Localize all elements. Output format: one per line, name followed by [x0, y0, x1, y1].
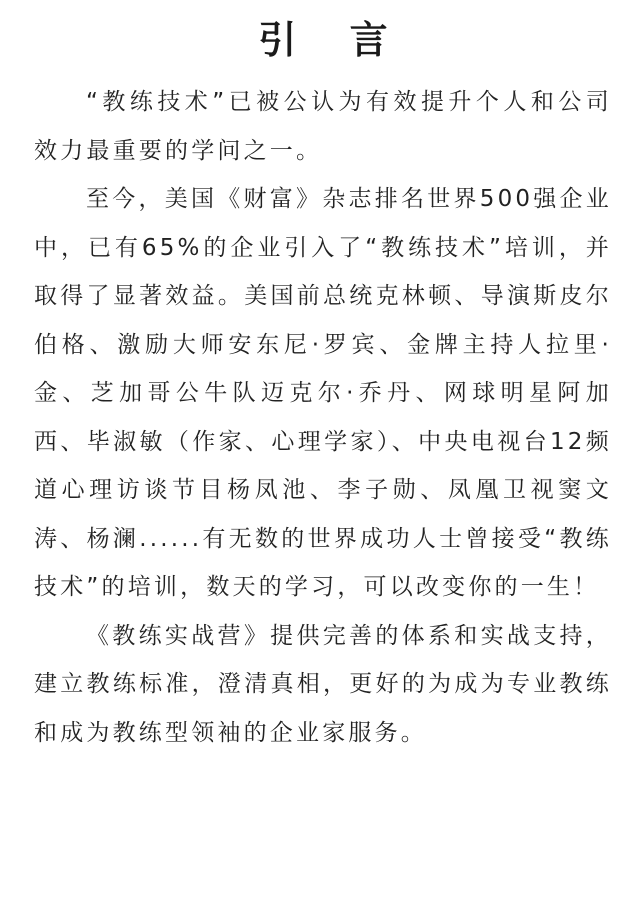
intro-paragraph-2: 至今，美国《财富》杂志排名世界500强企业中，已有65%的企业引入了“教练技术”培训，并取得了显著效益。美国前总统克林顿、导演斯皮尔伯格、激励大师安东尼·罗宾、金牌主持人拉里·金、芝加哥公牛队迈克尔·乔丹、网球明星阿加西、毕淑敏（作家、心理学家）、中央电视台12频道心理访谈节目杨凤池、李子勋、凤凰卫视窦文涛、杨澜......有无数的世界成功人士曾接受“教练技术”的培训，数天的学习，可以改变你的一生！ — [34, 186, 612, 600]
document-body — [34, 78, 612, 757]
intro-paragraph-1: “教练技术”已被公认为有效提升个人和公司效力最重要的学问之一。 — [34, 89, 612, 164]
intro-paragraph-3: 《教练实战营》提供完善的体系和实战支持，建立教练标准，澄清真相，更好的为成为专业教练和成为教练型领袖的企业家服务。 — [34, 622, 612, 746]
page-title: 引 言 — [258, 18, 408, 62]
